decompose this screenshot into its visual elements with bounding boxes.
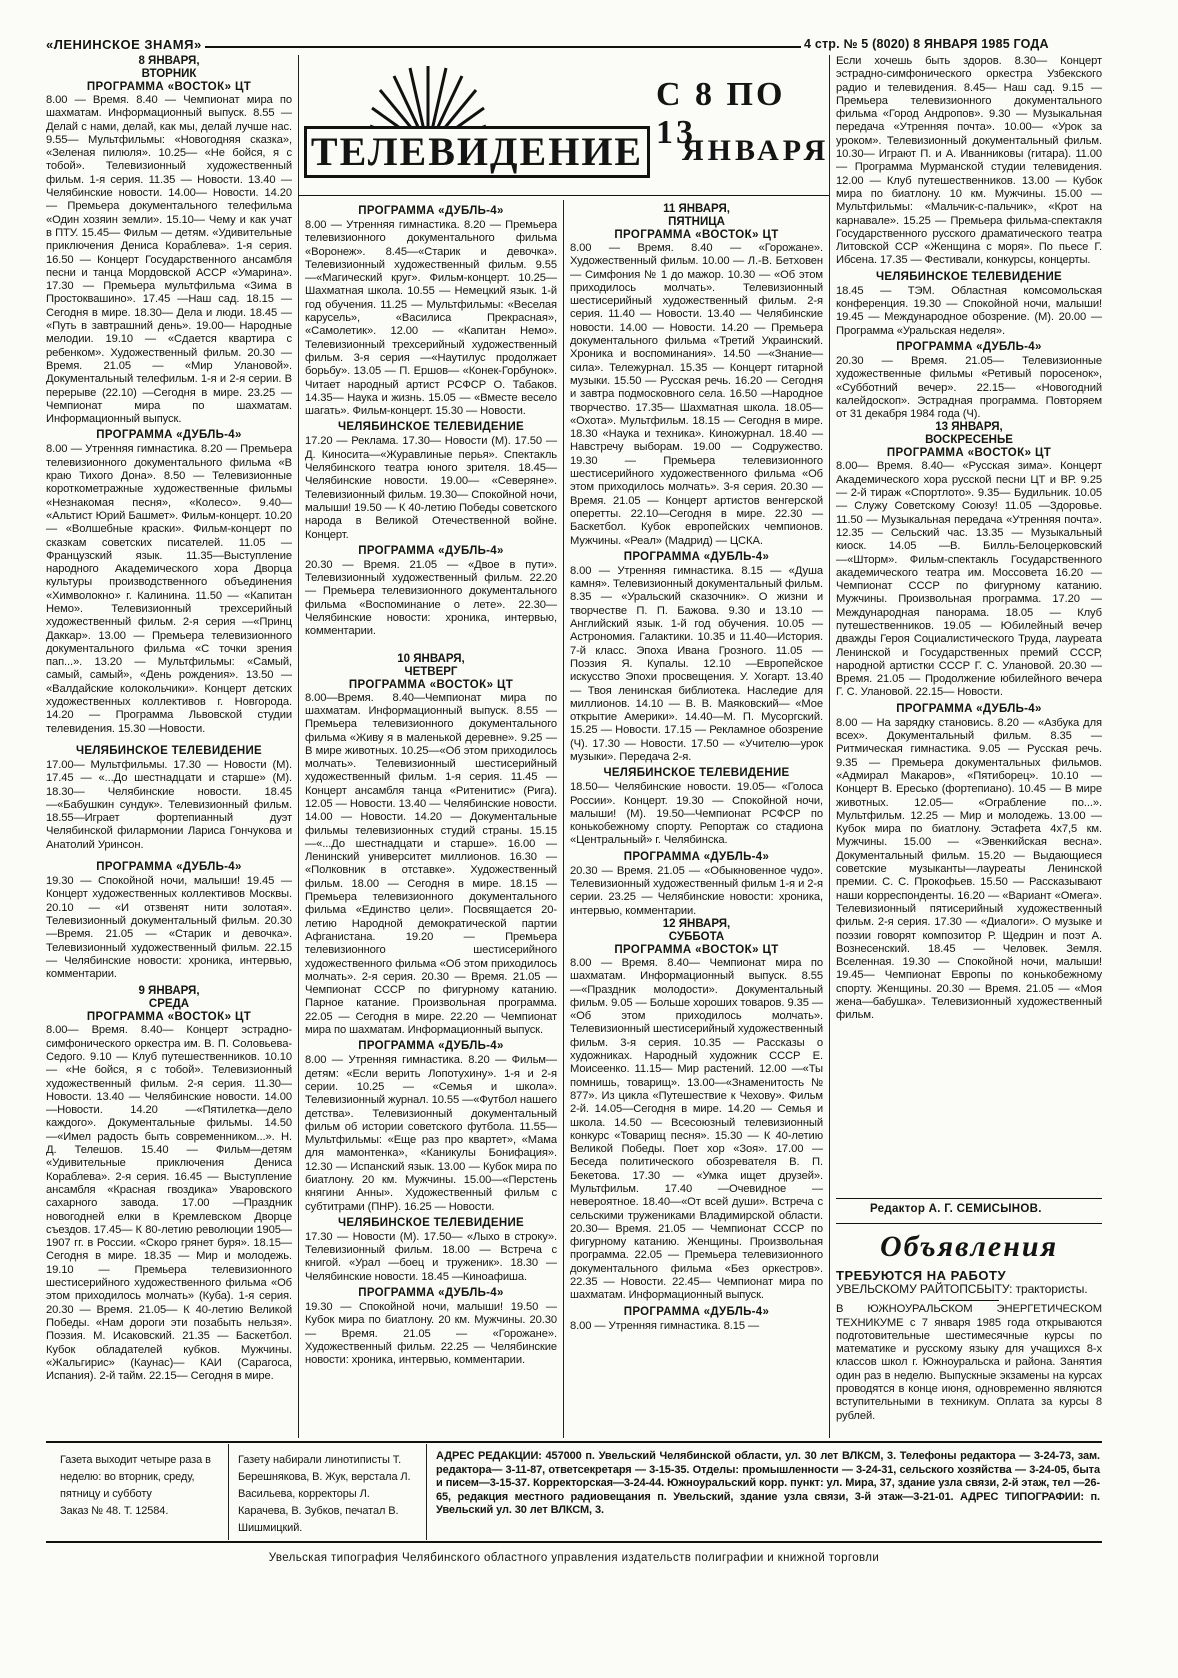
schedule-text: 18.45 — ТЭМ. Областная комсомольская конференция. 19.30 — Спокойной ночи, малыши! 19.45 — Международное обозрение. (М). 20.00 — Программа «Уральская неделя». [836, 284, 1102, 337]
program-heading: ПРОГРАММА «ДУБЛЬ-4» [358, 205, 504, 217]
program-heading: ЧЕЛЯБИНСКОЕ ТЕЛЕВИДЕНИЕ [75, 744, 263, 757]
issue-info: 4 стр. № 5 (8020) 8 ЯНВАРЯ 1985 ГОДА [804, 37, 1049, 51]
day-heading: ПЯТНИЦА [668, 216, 725, 228]
day-heading: 12 ЯНВАРЯ, [662, 917, 731, 930]
column-rule-1 [298, 55, 299, 1438]
day-heading: СРЕДА [148, 998, 190, 1011]
program-heading: ЧЕЛЯБИНСКОЕ ТЕЛЕВИДЕНИЕ [337, 1216, 525, 1229]
ads-block [836, 1230, 1102, 1438]
editor-rule [836, 1198, 1102, 1199]
column-2 [305, 202, 557, 1440]
schedule-text: 8.00 — Утренняя гимнастика. 8.15 — «Душа камня». Телевизионный документальный фильм. 8.35 — «Уральский сказочник». О жизни и творчестве П. П. Бажова. 9.30 и 13.10 — Английский язык. 1-й год обучения. 10.05 — Астрономия. Галактики. 10.35 и 11.40—История. 7-й класс. Эпоха Ивана Грозного. 11.05 — Поэзия Я. Купалы. 12.10 —Европейское искусство Эпохи просвещения. У. Хогарт. 13.40 — Твоя ленинская библиотека. Наследие для миллионов. 14.10 — В. В. Маяковский— «Мое открытие Америки». 14.40—М. П. Мусоргский. 15.25 — Новости. 17.15 — Рекламное обозрение (Ч). 17.30 — Новости. 17.50 — «Учителю—урок музыки». Передача 2-я. [570, 564, 823, 763]
schedule-text: 19.30 — Спокойной ночи, малыши! 19.45 — Концерт художественных коллективов Москвы. 20.10 — «И отзвенят нити золотая». Телевизионный документальный фильм. 20.30—Время. 21.05 — «Старик и девочка». Телевизионный художественный фильм. 22.15 — Челябинские новости: хроника, интервью, комментарии. [46, 875, 292, 981]
column-rule-2 [563, 200, 564, 1438]
ads-title: Объявления [879, 1230, 1059, 1263]
day-heading: 9 ЯНВАРЯ, [138, 985, 200, 998]
schedule-text: Если хочешь быть здоров. 8.30— Концерт эстрадно-симфонического оркестра Узбекского радио и телевидения. 8.45— Наш сад. 9.15 — Премьера телевизионного документального фильма «Город Андропов». 9.30 — Музыкальная передача «Утренняя почта». 10.00— «Урок за уроком». Телевизионный документальный фильм. 10.30— Играют П. и А. Иванниковы (гитара). 11.00 — Программа Мурманской студии телевидения. 12.00 — Клуб путешественников. 13.00 — Кубок мира по биатлону. 10 км. Мужчины. 15.00 — Мультфильмы: «Мальчик-с-пальчик», «Крот на карнавале». 15.25 — Премьера фильма-спектакля Государственного русского драматического театра Литовской ССР «Женщина с моря». По пьесе Г. Ибсена. 17.35 — Фестивали, конкурсы, концерты. [836, 55, 1102, 267]
day-heading: ВОСКРЕСЕНЬЕ [925, 434, 1013, 447]
schedule-text: 8.00 — Время. 8.40 — Чемпионат мира по шахматам. Информационный выпуск. 8.55 — Делай с нами, делай, как мы, делай лучше нас. 9.55— Мультфильмы: «Новогодняя сказка», «Зеленая пилюля». 10.25— «Не бойся, я с тобой». Телевизионный художественный фильм. 1-я серия. 11.35 — Новости. 13.40 — Челябинские новости. 14.00— Новости. 14.20 — Премьера документального телефильма «Один хозяин земли». 15.10— Чему и как учат в ПТУ. 15.45— Фильм — детям. «Удивительные приключения Дениса Кораблева». 1-я серия. 16.50 — Концерт Государственного ансамбля песни и танца Мордовской АССР «Умарина». 17.30 — Премьера мультфильма «Зима в Простоквашино». 17.45 —Наш сад. 18.15 — Сегодня в мире. 18.30— Дела и люди. 18.45 — «Путь в завтрашний день». 19.00— Народные мелодии. 19.10 — «Сдается квартира с ребенком». Художественный фильм. 20.30 — Время. 21.05 — «Мир Улановой». Документальный телефильм. 1-я и 2-я серии. В перерыве (22.10) —Сегодня в мире. 23.25 — Чемпионат мира по шахматам. Информационный выпуск. [46, 94, 292, 426]
footer-frequency [60, 1452, 220, 1520]
footer-bottom-rule [46, 1541, 1102, 1543]
program-heading: ПРОГРАММА «ВОСТОК» ЦТ [614, 943, 779, 956]
schedule-text: 8.00 — Утренняя гимнастика. 8.20 — Премьера телевизионного документального фильма «В краю Тихого Дона». 8.50 — Телевизионные короткометражные художественные фильмы «Незнакомая песня», «Колесо». 9.40— «Альтист Юрий Башмет». Фильм-концерт. 10.20— «Волшебные краски». Фильм-концерт по сказкам советских писателей. 11.05 — Французский язык. 11.35—Выступление народного Академического хора Дворца культуры производственного объединения «Химволокно» г. Калинина. 11.50 — «Капитан Немо». Телевизионный трехсерийный художественный фильм. 2-я серия —«Принц Даккар». 13.00 — Премьера телевизионного документального фильма «С точки зрения пап...». 13.20 — Мультфильмы: «Самый, самый, самый», «День рождения». 13.50 — «Валдайские колокольчики». Концерт детских художественных коллективов г. Новгорода. 14.20 — Программа Львовской студии телевидения. 15.30 —Новости. [46, 443, 292, 735]
program-heading: ПРОГРАММА «ДУБЛЬ-4» [96, 429, 242, 442]
schedule-text: 17.30 — Новости (М). 17.50— «Лыхо в строку». Телевизионный фильм. 18.00 — Встреча с книгой. «Урал —боец и труженик». 18.30 — Челябинские новости. 18.45 —Киноафиша. [305, 1230, 557, 1283]
schedule-text: 8.00 — Утренняя гимнастика. 8.20 — Фильм— детям: «Если верить Лопотухину». 1-я и 2-я серии. 10.25 — «Семья и школа». Телевизионный журнал. 10.55 —«Футбол нашего детства». Телевизионный документальный фильм об истории советского футбола. 11.55— Мультфильмы: «Еще раз про квартет», «Мама для мамонтенка», «Каникулы Бонифация». 12.30 — Испанский язык. 13.00 — Кубок мира по биатлону. 20 км. Мужчины. 15.00—«Перстень княгини Анны». Художественный фильм с субтитрами (ПНР). 16.25 — Новости. [305, 1054, 557, 1213]
program-heading: ПРОГРАММА «ДУБЛЬ-4» [358, 1040, 504, 1053]
day-heading: ВТОРНИК [141, 68, 197, 80]
day-heading: 8 ЯНВАРЯ, [138, 55, 200, 67]
program-heading: ПРОГРАММА «ДУБЛЬ-4» [623, 850, 770, 863]
schedule-text: 20.30 — Время. 21.05 — «Обыкновенное чудо». Телевизионный художественный фильм 1-я и 2-я серии. 23.25 — Челябинские новости: хроника, интервью, комментарии. [570, 864, 823, 917]
schedule-text: 17.00— Мультфильмы. 17.30 — Новости (М). 17.45 — «...До шестнадцати и старше» (М). 18.30— Челябинские новости. 18.45 —«Бабушкин сундук». Телевизионный фильм. 18.55—Играет фортепианный дуэт Челябинской филармонии Лариса Гончукова и Анатолий Уринсон. [46, 758, 292, 851]
day-heading: 10 ЯНВАРЯ, [397, 652, 465, 665]
ad-divider [939, 1300, 999, 1301]
footer-frequency-text: Газета выходит четыре раза в неделю: во вторник, среду, пятницу и субботу [60, 1454, 211, 1500]
day-heading: 13 ЯНВАРЯ, [935, 421, 1003, 434]
schedule-text: 18.50— Челябинские новости. 19.05— «Голоса России». Концерт. 19.30 — Спокойной ночи, малыши! (М). 19.50—Чемпионат РСФСР по конькобежному спорту. Репортаж со стадиона «Центральный» г. Челябинска. [570, 781, 823, 847]
editor-rule-bottom [836, 1223, 1102, 1224]
masthead-title: ТЕЛЕВИДЕНИЕ [304, 126, 650, 178]
ad-text: УВЕЛЬСКОМУ РАЙТОПСБЫТУ: трактористы. [836, 1282, 1088, 1296]
schedule-text: 8.00— Время. 8.40— «Русская зима». Концерт Академического хора русской песни ЦТ и ВР. 9.25 — 2-й тираж «Спортлото». 9.35— Будильник. 10.05— Служу Советскому Союзу! 11.05 —Здоровье. 11.50 — Музыкальная передача «Утренняя почта». 12.35 — Сельский час. 13.35 — Музыкальный киоск. 14.05 —В. Билль-Белоцерковский —«Шторм». Фильм-спектакль Государственного академического театра им. Моссовета 16.20 — Чемпионат СССР по фигурному катанию. Мужчины. Произвольная программа. 17.20 — Международная панорама. 18.05 — Клуб путешественников. 19.05 — Юбилейный вечер дважды Героя Социалистического Труда, лауреата Ленинской и Государственных премий СССР, народной артистки СССР Г. С. Улановой. 20.30 — Время. 21.05 — Продолжение юбилейного вечера Г. С. Улановой. 22.15— Новости. [836, 460, 1102, 699]
schedule-text: 17.20 — Реклама. 17.30— Новости (М). 17.50 — Д. Киносита—«Журавлиные перья». Спектакль Челябинского театра юного зрителя. 18.45— Челябинские новости. 19.00— «Северяне». Телевизионный фильм. 19.30— Спокойной ночи, малыши! 19.50 — К 40-летию Победы советского народа в Великой Отечественной войне. Концерт. [305, 435, 557, 541]
schedule-text: 8.00 — Утренняя гимнастика. 8.20 — Премьера телевизионного документального фильма «Воронеж». 8.45—«Старик и девочка». Телевизионный художественный фильм. 9.55—«Магический круг». Фильм-концерт. 10.25— Шахматная школа. 10.55 — Немецкий язык. 1-й год обучения. 11.25 — Мультфильмы: «Веселая карусель», «Василиса Прекрасная», «Самолетик». 12.00 — «Капитан Немо». Телевизионный трехсерийный художественный фильм. 3-я серия —«Наутилус продолжает борьбу». 13.05 — П. Ершов— «Конек-Горбунок». Читает народный артист РСФСР О. Табаков. 14.35— Наука и жизнь. 15.05 — «Вместе весело шагать». Фильм-концерт. 15.30 — Новости. [305, 219, 557, 418]
program-heading: ПРОГРАММА «ДУБЛЬ-4» [623, 1305, 770, 1318]
program-heading: ПРОГРАММА «ВОСТОК» ЦТ [348, 678, 514, 691]
schedule-text: 8.00 — Утренняя гимнастика. 8.15 — [570, 1319, 760, 1332]
masthead [304, 58, 830, 188]
program-heading: ПРОГРАММА «ДУБЛЬ-4» [358, 1287, 504, 1300]
footer-staff: Газету набирали линотиписты Т. Берешнякова, В. Жук, верстала Л. Васильева, корректоры Л. Карачева, В. Зубков, печатал В. Шишмицкий. [238, 1454, 411, 1534]
ad-text: В ЮЖНОУРАЛЬСКОМ ЭНЕРГЕТИЧЕСКОМ ТЕХНИКУМЕ с 7 января 1985 года открываются подготовительные шестимесячные курсы по математике и русскому языку для учащихся 8-х классов школ г. Южноуральска и района. Занятия один раз в неделю. Выпускные экзамены на курсах проводятся в конце июня, одновременно являются вступительными в техникум. Оплата за курсы 8 рублей. [836, 1303, 1102, 1422]
program-heading: ЧЕЛЯБИНСКОЕ ТЕЛЕВИДЕНИЕ [875, 270, 1063, 283]
schedule-text: 8.00—Время. 8.40—Чемпионат мира по шахматам. Информационный выпуск. 8.55 — Премьера телевизионного документального фильма «Живу я в маленькой деревне». 9.25 — В мире животных. 10.25—«Об этом приходилось молчать». Телевизионный шестисерийный художественный фильм. 1-я серия. 11.45 —Концерт ансамбля танца «Ритенитис» (Рига). 12.05 — Новости. 13.40 — Челябинские новости. 14.00 — Новости. 14.20 — Документальные фильмы телевизионных студий страны. 15.15—«...До шестнадцати и старше». 16.00 —Ленинский университет миллионов. 16.30 — «Полковник в отставке». Художественный фильм. 18.00 — Сегодня в мире. 18.15 — Премьера телевизионного документального фильма «Единство цели». Посвящается 20-летию Народной демократической партии Афганистана. 19.20 — Премьера телевизионного шестисерийного художественного фильма «Об этом приходилось молчать». 2-я серия. 20.30 — Время. 21.05 — Чемпионат СССР по фигурному катанию. Парное катание. Произвольная программа. 22.05 — Сегодня в мире. 22.20 — Чемпионат мира по шахматам. Информационный выпуск. [305, 691, 557, 1037]
schedule-text: 8.00 — Время. 8.40— Чемпионат мира по шахматам. Информационный выпуск. 8.55—«Праздник молодости». Документальный фильм. 9.05 — Больше хороших товаров. 9.35 — «Об этом приходилось молчать». Телевизионный шестисерийный художественный фильм. 3-я серия. 10.35 — Рассказы о художниках. Народный художник СССР Е. Моисеенко. 11.15— Мир растений. 12.00 —«Ты помнишь, товарищ». 13.00—«Знаменитость № 877». Из цикла «Путешествие к Чехову». Фильм 2-й. 14.05—Сегодня в мире. 14.20 — Семья и школа. 14.50 — Всесоюзный телевизионный конкурс «Товарищ песня». 15.30 — К 40-летию Великой Победы. Поет хор «Зоя». 17.00 — Беседа политического обозревателя В. П. Бекетова. 17.30 — «Умка ищет друзей». Мультфильм. 17.40 —Очевидное — невероятное. 18.40—«От всей души». Встреча с сельскими тружениками Владимирской области. 20.30— Время. 21.05 — Чемпионат СССР по фигурному катанию. Женщины. Произвольная программа. 22.05 — Премьера телевизионного документального фильма «Без оркестров». 22.35 — Новости. 22.45— Чемпионат мира по шахматам. Информационный выпуск. [570, 956, 823, 1302]
ad-title: ТРЕБУЮТСЯ НА РАБОТУ [836, 1268, 1007, 1283]
day-heading: ЧЕТВЕРГ [404, 665, 458, 678]
schedule-text: 8.00— Время. 8.40— Концерт эстрадно-симфонического оркестра им. В. П. Соловьева-Седого. 9.10 — Клуб путешественников. 10.10 — «Не бойся, я с тобой». Телевизионный художественный фильм. 2-я серия. 11.30—Новости. 13.40 — Челябинские новости. 14.00 —Новости. 14.20 —«Пятилетка—дело каждого». Документальные фильмы. 14.50—«Имел радость быть современником...». Н. Д. Телешов. 15.40 — Фильм—детям «Удивительные приключения Дениса Кораблева». 2-я серия. 16.45 — Выступление ансамбля «Красная гвоздика» Уваровского сахарного завода. 17.00 —Праздник новогодней елки в Кремлевском Дворце съездов. 17.45— К 80-летию революции 1905—1907 гг. в России. «Скоро грянет буря». 18.15—Сегодня в мире. 18.35 — Мир и молодежь. 19.10 — Премьера телевизионного шестисерийного художественного фильма «Об этом приходилось молчать» (Куба). 1-я серия. 20.30 — Время. 21.05— К 40-летию Великой Победы. «Нам дороги эти позабыть нельзя». Поэзия. М. Исаковский. 21.35 — Баскетбол. Кубок обладателей кубков. Мужчины. «Жальгирис» (Каунас)— КАИ (Сарагоса, Испания). 2-й тайм. 22.15— Сегодня в мире. [46, 1024, 292, 1383]
footer-order-number: Заказ № 48. Т. 12584. [60, 1505, 169, 1517]
program-heading: ПРОГРАММА «ДУБЛЬ-4» [96, 861, 242, 874]
footer-top-rule [46, 1441, 1102, 1443]
footer-address: АДРЕС РЕДАКЦИИ: 457000 п. Увельский Челябинской области, ул. 30 лет ВЛКСМ, 3. Телефоны редактора — 3-24-73, зам. редактора— 3-11-87, ответсекретаря — 3-15-35. Отделы: промышленности — 3-24-31, сельского хозяйства — 3-24-05, быта и писем—3-15-37. Корректорская—3-24-44. Южноуральский корр. пункт: ул. Мира, 37, здание узла связи, 2-й этаж, тел —26-65, редакция местного радиовещания п. Увельский, здание узла связи, 3-й этаж—3-21-01. АДРЕС ТИПОГРАФИИ: п. Увельский ул. 30 лет ВЛКСМ, 3. [436, 1450, 1100, 1517]
column-3 [570, 203, 823, 1440]
column-4 [836, 55, 1102, 1195]
masthead-bottom-rule [298, 195, 829, 196]
column-1 [46, 55, 292, 1440]
schedule-text: 8.00 — Время. 8.40 — «Горожане». Художественный фильм. 10.00 — Л.-В. Бетховен — Симфония № 1 до мажор. 10.30 — «Об этом приходилось молчать». Телевизионный шестисерийный художественный фильм. 2-я серия. 11.40 — Новости. 13.40 — Челябинские новости. 14.00 — Новости. 14.20 — Премьера документального фильма «Третий Украинский. Хроника и воспоминания». 14.50 —«Знание—сила». Тележурнал. 15.35 — Концерт гитарной музыки. 15.50 — Русская речь. 16.20 — Сегодня и завтра подмосковного села. 16.50 —Народное творчество. 17.35— Шахматная школа. 18.05— «Охота». Мультфильм. 18.15 — Сегодня в мире. 18.30 «Наука и техника». Киножурнал. 18.40 — Навстречу выборам. 19.00 — Содружество. 19.30 — Премьера телевизионного шестисерийного художественного фильма «Об этом приходилось молчать». 3-я серия. 20.30 — Время. 21.05 — Концерт артистов венгерской оперетты. 22.10—Сегодня в мире. 22.30 — Баскетбол. Кубок европейских чемпионов. Мужчины. «Реал» (Мадрид) — ЦСКА. [570, 242, 823, 547]
masthead-dates-top: С 8 ПО 13 [656, 76, 786, 151]
newspaper-name: «ЛЕНИНСКОЕ ЗНАМЯ» [46, 37, 202, 52]
printer-info: Увельская типография Челябинского областного управления издательств полиграфии и книжной торговли [268, 1552, 880, 1564]
footer-rule-2 [426, 1444, 427, 1540]
day-heading: 11 ЯНВАРЯ, [663, 203, 730, 215]
program-heading: ЧЕЛЯБИНСКОЕ ТЕЛЕВИДЕНИЕ [603, 767, 790, 780]
editor-line: Редактор А. Г. СЕМИСЫНОВ. [870, 1203, 1042, 1215]
program-heading: ПРОГРАММА «ДУБЛЬ-4» [896, 340, 1042, 353]
footer-rule-1 [228, 1444, 229, 1540]
column-rule-3 [829, 55, 830, 1438]
program-heading: ПРОГРАММА «ВОСТОК» ЦТ [886, 447, 1052, 460]
schedule-text: 8.00 — На зарядку становись. 8.20 — «Азбука для всех». Документальный фильм. 8.35 — Ритмическая гимнастика. 9.05 — Русская речь. 9.35 — Премьера документальных фильмов. «Адмирал Макаров», «Пятиборец». 10.10 — Концерт В. Ересько (фортепиано). 10.45 — В мире животных. 12.05— «Ограбление по...». Мультфильм. 12.25 — Мир и молодежь. 13.00 — Кубок мира по биатлону. Эстафета 4х7,5 км. Мужчины. 15.00 — «Эвенкийская весна». Документальный фильм. 15.20 — Выдающиеся советские музыканты—лауреаты Ленинской премии. С. С. Прокофьев. 15.50 — Рассказывают наши корреспонденты. 16.20 — «Вариант «Омега». Телевизионный пятисерийный художественный фильм. 2-я серия. 17.30 — «Диалоги». О музыке и поэзии говорят композитор Р. Щедрин и поэт А. Вознесенский. 18.45 — Человек. Земля. Вселенная. 19.30 — Спокойной ночи, малыши! 19.45— Чемпионат Европы по конькобежному спорту. Женщины. 20.30 — Время. 21.05 — «Моя жена—бабушка». Телевизионный художественный фильм. [836, 716, 1102, 1022]
day-heading: СУББОТА [668, 930, 725, 943]
masthead-dates-bottom: ЯНВАРЯ [682, 134, 830, 167]
program-heading: ПРОГРАММА «ДУБЛЬ-4» [896, 702, 1042, 715]
program-heading: ПРОГРАММА «ДУБЛЬ-4» [623, 550, 770, 563]
schedule-text: 20.30 — Время. 21.05 — «Двое в пути». Телевизионный художественный фильм. 22.20 — Премьера телевизионного документального фильма «Воспоминание о лете». 22.30— Челябинские новости: хроника, интервью, комментарии. [305, 558, 557, 638]
program-heading: ПРОГРАММА «ВОСТОК» ЦТ [86, 1011, 252, 1024]
program-heading: ЧЕЛЯБИНСКОЕ ТЕЛЕВИДЕНИЕ [337, 421, 525, 434]
program-heading: ПРОГРАММА «ДУБЛЬ-4» [358, 544, 504, 557]
program-heading: ПРОГРАММА «ВОСТОК» ЦТ [86, 81, 252, 93]
schedule-text: 20.30 — Время. 21.05— Телевизионные художественные фильмы «Ретивый поросенок», «Субботний вечер». 22.15— «Новогодний калейдоскоп». Эстрадная программа. Повторяем от 31 декабря 1984 года (Ч). [836, 354, 1102, 421]
header-rule-left [205, 46, 801, 48]
schedule-text: 19.30 — Спокойной ночи, малыши! 19.50 — Кубок мира по биатлону. 20 км. Мужчины. 20.30 — Время. 21.05 — «Горожане». Художественный фильм. 22.25 — Челябинские новости: хроника, интервью, комментарии. [305, 1301, 557, 1367]
program-heading: ПРОГРАММА «ВОСТОК» ЦТ [614, 229, 779, 241]
